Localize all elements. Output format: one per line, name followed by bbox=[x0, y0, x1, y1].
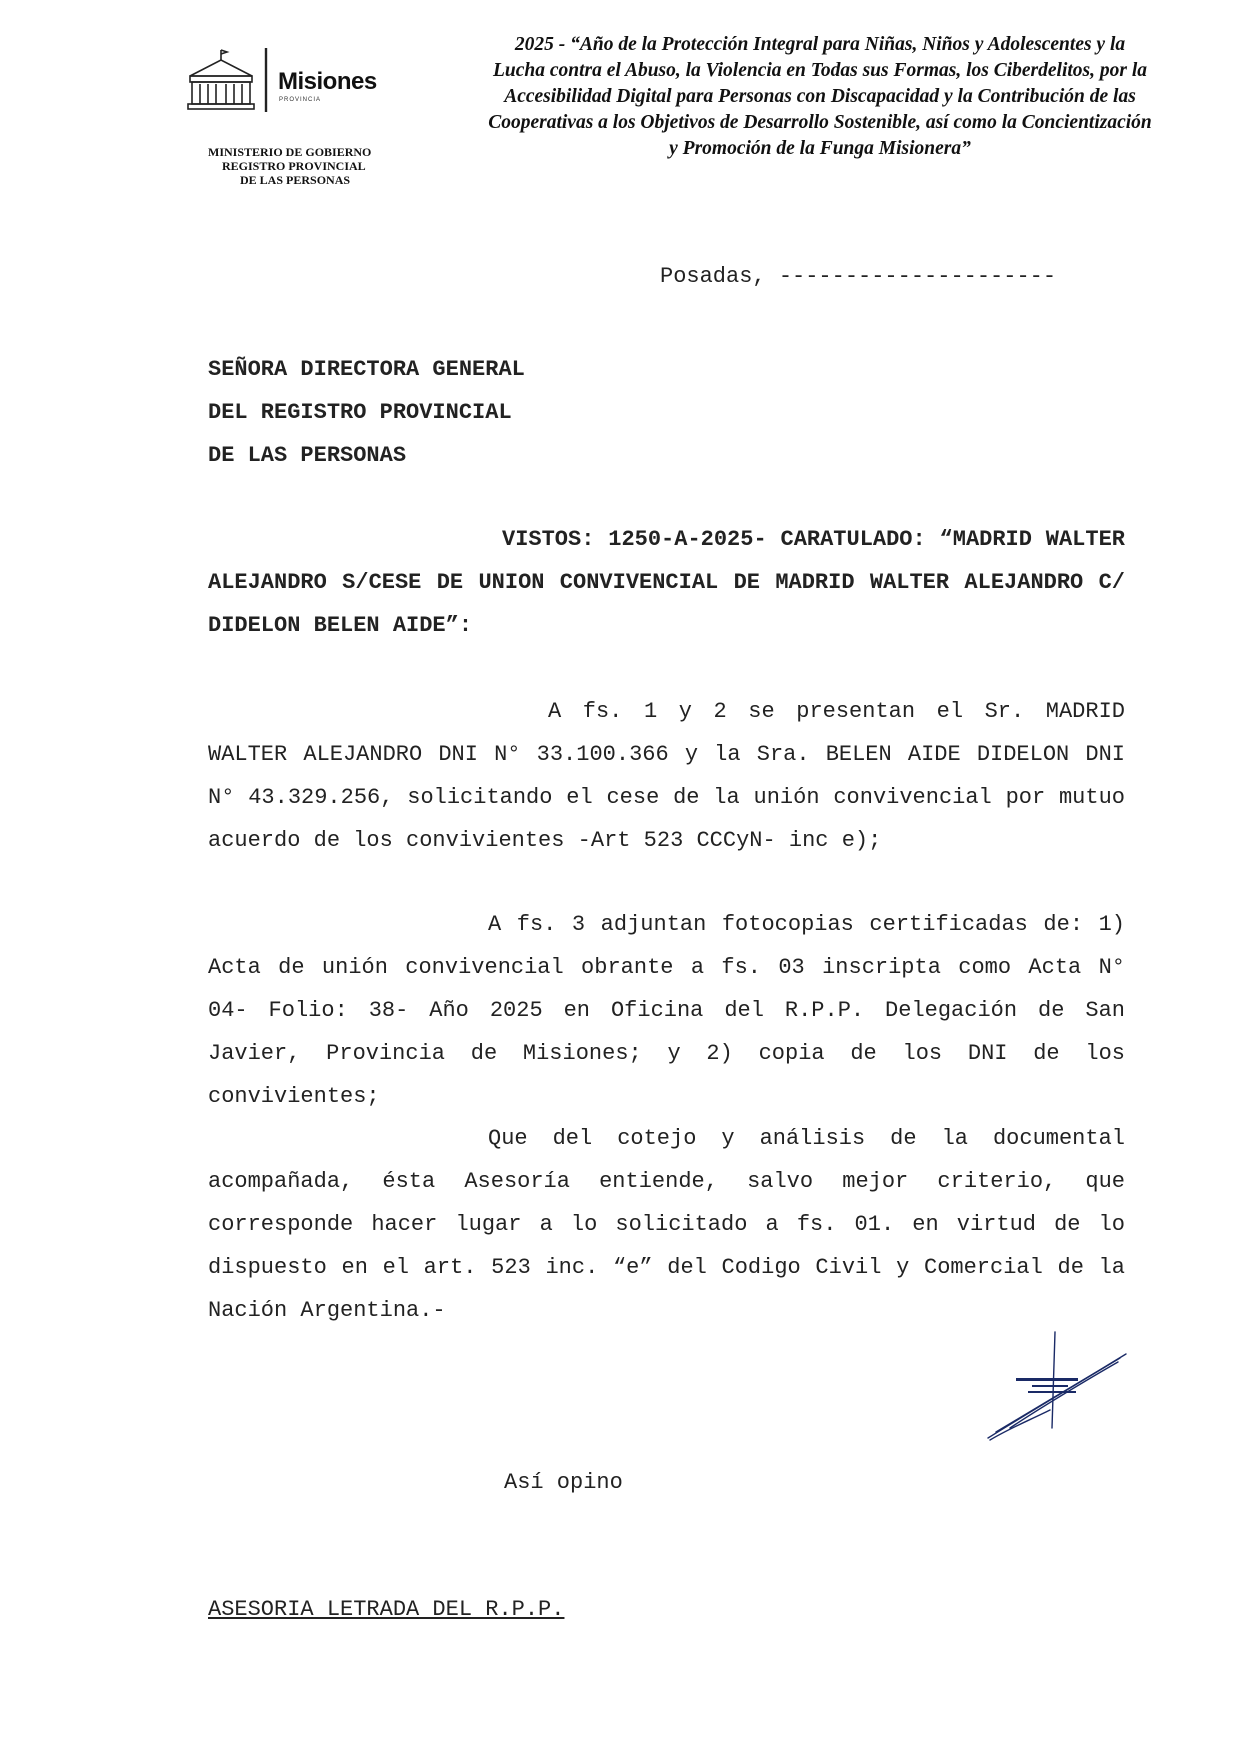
year-motto bbox=[455, 32, 1185, 162]
province-logo bbox=[186, 46, 386, 116]
body-paragraph: A fs. 3 adjuntan fotocopias certificadas de: 1) Acta de unión convivencial obrante a fs. 03 inscripta como Acta N° 04- Folio: 38- Año 2025 en Oficina del R.P.P. Delegación de San Javier, Provincia de Misiones; y 2) copia de los DNI de los convivientes; bbox=[208, 912, 1125, 1109]
addressee-line: SEÑORA DIRECTORA GENERAL bbox=[208, 357, 525, 382]
signatory-office: ASESORIA LETRADA DEL R.P.P. bbox=[208, 1597, 565, 1622]
closing-remark: Así opino bbox=[504, 1470, 623, 1495]
body-paragraph: A fs. 1 y 2 se presentan el Sr. MADRID WALTER ALEJANDRO DNI N° 33.100.366 y la Sra. BELEN AIDE DIDELON DNI N° 43.329.256, solicitando el cese de la unión convivencial por mutuo acuerdo de los convivientes -Art 523 CCCyN- inc e); bbox=[208, 699, 1125, 853]
motto-line: 2025 - “Año de la Protección Integral para Niñas, Niños y Adolescentes y la bbox=[514, 34, 1126, 55]
addressee-line: DEL REGISTRO PROVINCIAL bbox=[208, 400, 512, 425]
ministry-heading bbox=[190, 145, 390, 187]
motto-line: Accesibilidad Digital para Personas con Discapacidad y la Contribución de las bbox=[504, 86, 1136, 107]
ministry-line: DE LAS PERSONAS bbox=[240, 173, 351, 187]
motto-line: Cooperativas a los Objetivos de Desarrollo Sostenible, así como la Concientización bbox=[488, 112, 1152, 133]
motto-line: Lucha contra el Abuso, la Violencia en Todas sus Formas, los Ciberdelitos, por la bbox=[492, 60, 1148, 81]
logo-subtitle: PROVINCIA bbox=[279, 97, 322, 103]
government-building-icon bbox=[186, 46, 270, 116]
ministry-line: MINISTERIO DE GOBIERNO bbox=[208, 145, 372, 159]
addressee bbox=[208, 348, 525, 477]
addressee-line: DE LAS PERSONAS bbox=[208, 443, 407, 468]
handwritten-signature bbox=[980, 1328, 1130, 1448]
body-paragraph: Que del cotejo y análisis de la documental acompañada, ésta Asesoría entiende, salvo mejor criterio, que corresponde hacer lugar a lo solicitado a fs. 01. en virtud de lo dispuesto en el art. 523 inc. “e” del Codigo Civil y Comercial de la Nación Argentina.- bbox=[208, 1126, 1125, 1323]
case-reference: VISTOS: 1250-A-2025- CARATULADO: “MADRID WALTER ALEJANDRO S/CESE DE UNION CONVIVENCIAL DE MADRID WALTER ALEJANDRO C/ DIDELON BELEN AIDE”: bbox=[208, 527, 1125, 638]
motto-line: y Promoción de la Funga Misionera” bbox=[669, 138, 971, 159]
place-date: Posadas, --------------------- bbox=[660, 264, 1057, 289]
ministry-line: REGISTRO PROVINCIAL bbox=[222, 159, 366, 173]
logo-name: Misiones bbox=[278, 68, 377, 95]
